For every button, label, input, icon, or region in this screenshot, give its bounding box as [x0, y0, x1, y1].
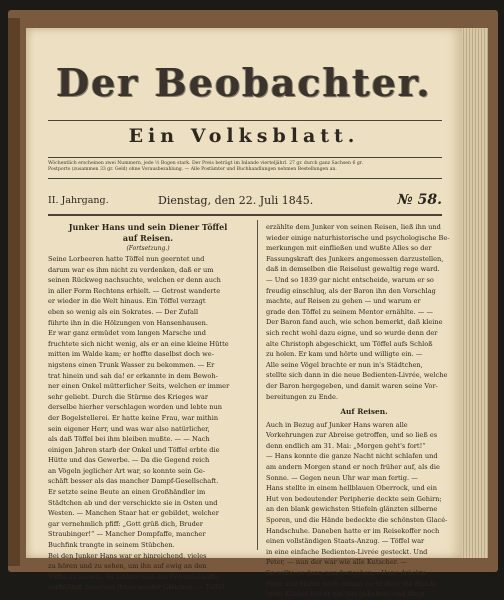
text-line: darum war es ihm nicht zu verdenken, daß er um: [48, 265, 214, 274]
text-line: gar vernehmlich pfiff: „Gott grüß dich, Bruder: [48, 519, 203, 528]
text-line: seinen Rückweg nachsuchte, welchen er denn auch: [48, 276, 221, 285]
text-line: derselbe hierher verschlagen worden und lebte nun: [48, 403, 222, 412]
subscription-notice: [48, 161, 442, 174]
dateline: [48, 192, 442, 210]
column-divider: [257, 220, 258, 550]
text-line: Bei den Junker Hans war er hinreichend, vieles: [48, 551, 207, 560]
text-line: Der Baron fand auch, wie schon bemerkt, daß kleine: [266, 318, 443, 327]
article-title-line: auf Reisen.: [122, 233, 174, 243]
volume-label: II. Jahrgang.: [48, 195, 109, 206]
issue-date: Dienstag, den 22. Juli 1845.: [158, 194, 314, 207]
newspaper-page: [26, 28, 462, 599]
text-line: sein eigener Herr, und was war also natürlicher,: [48, 424, 210, 433]
text-line: eben so wenig als ein Sokrates. — Der Zufall: [48, 307, 199, 316]
text-line: ner einen Onkel mütterlicher Seits, welchen er immer: [48, 382, 230, 391]
text-line: Sporen, und die Hände bedeckte die schönsten Glacé-: [266, 516, 448, 525]
text-line: Töffel zu fesseln. Es bildete sich ein Freundschafts-: [48, 572, 220, 581]
text-line: denn endlich am 31. Mai: „Morgen geht's fort!“: [266, 441, 426, 450]
text-line: Straubinger!“ — Mancher Dompfaffe, mancher: [48, 530, 206, 539]
text-line: Er war ganz ermüdet vom langen Marsche und: [48, 329, 206, 338]
text-line: nigstens einen Trunk Wasser zu bekommen. — Er: [48, 360, 215, 369]
text-line: merkungen mit einfließen und wußte Alles so der: [266, 244, 432, 253]
text-line: Er setzte seine Beute an einen Großhändler im: [48, 488, 206, 497]
text-line: Hans stellte in einem hellblauen Oberrock, und ein: [266, 484, 438, 493]
text-line: Hut von bedeutender Peripherie deckte sein Gehirn;: [266, 494, 442, 503]
text-line: stellte sich dann in die neue Bedienten-Livrée, welche: [266, 371, 448, 380]
text-line: Seine Lorbeeren hatte Töffel nun geerntet und: [48, 255, 205, 263]
text-line: schäft besser als das mancher Dampf-Gesellschaft.: [48, 477, 219, 486]
text-line: Hütte und das Gewerbe. — Da die Gegend reich: [48, 456, 210, 465]
divider: [48, 120, 442, 121]
divider: [48, 157, 442, 158]
text-line: alte Christoph abgeschickt, um Töffel aufs Schloß: [266, 339, 433, 348]
notice-line: Postporto (zusammen 33 gr. Geld) ohne Vorausbezahlung. — Alle Postämter und Buchhandlungen nehmen Bestellungen an.: [48, 167, 337, 173]
text-line: trat hinein und sah da! er erkannte in dem Bewoh-: [48, 371, 218, 380]
text-line: Handschuhe. Daneben hatte er im Reisekoffer noch: [266, 526, 440, 535]
text-line: Auch in Bezug auf Junker Hans waren alle: [266, 420, 408, 429]
text-line: machte, auf Reisen zu gehen — und warum er: [266, 297, 421, 306]
text-line: freudig einschluq, als der Baron ihn den Vorschlag: [266, 286, 436, 295]
text-line: in eine einfache Bedienten-Livrée gesteckt. Und: [266, 547, 428, 556]
text-line: Alle seine Vögel brachte er nun in's Städtchen,: [266, 360, 423, 369]
text-line: Papa und Mama noch einmal recht derb die Hände: [266, 579, 437, 588]
masthead-subtitle: Ein Volksblatt.: [128, 125, 360, 147]
right-column: [266, 222, 462, 600]
text-line: einigen Jahren starb der Onkel und Töffel erbte die: [48, 445, 220, 454]
text-line: zu hören und zu sehen, um ihn auf ewig an den: [48, 562, 207, 571]
text-line: Buchfink trangte in seinem Stübchen.: [48, 541, 175, 550]
issue-number: № 58.: [397, 192, 442, 208]
text-line: Sonne. — Gegen neun Uhr war man fertig. —: [266, 473, 418, 482]
text-line: Westen. — Manchen Staar hat er gebildet, welcher: [48, 509, 219, 518]
text-line: in aller Form Rechtens erhielt. — Getrost wanderte: [48, 286, 221, 295]
text-line: Peter, — nun der war wie alle Kutscher. —: [266, 558, 407, 567]
text-line: wieder einige naturhistorische und psychologische Be-: [266, 233, 450, 242]
text-line: als daß Töffel bei ihm bleiben mußte. — — Nach: [48, 435, 210, 444]
text-line: erzählte dem Junker von seinen Reisen, ließ ihn und: [266, 223, 441, 231]
text-line: verhältniß zwischen ihnen sonder Gleichen. — Töffel: [48, 583, 225, 592]
text-line: Städtchen ab und der verschickte sie in Osten und: [48, 498, 218, 507]
masthead-title: Der Beobachter.: [56, 60, 432, 105]
text-line: sehr geliebt. Durch die Stürme des Krieges war: [48, 392, 208, 401]
divider: [48, 178, 442, 179]
text-line: einen vollständigen Staats-Anzug. — Töffel war: [266, 537, 425, 546]
text-line: an den blank gewichsten Stiefeln glänzten silberne: [266, 505, 438, 514]
text-line: zu holen. Er kam und hörte und willigte ein. —: [266, 350, 423, 359]
text-line: mitten im Walde kam; er hoffte daselbst doch we-: [48, 350, 214, 359]
text-line: bereitungen zu Ende.: [266, 392, 338, 401]
text-line: an Vögeln jeglicher Art war, so konnte sein Ge-: [48, 466, 205, 475]
text-line: fruchtete sich nicht wenig, als er an eine kleine Hütte: [48, 339, 229, 348]
text-line: Fassungskraft des Junkers angemessen darzustellen,: [266, 254, 444, 263]
text-line: grade den Töffel zu seinem Mentor ernählte. — —: [266, 307, 433, 316]
text-line: am andern Morgen stand er noch früher auf, als die: [266, 463, 440, 472]
left-column: [48, 222, 248, 593]
text-line: er wieder in die Welt hinaus. Ein Töffel verzagt: [48, 297, 206, 306]
text-line: daß in demselben die Reiselust gewaltig rege ward.: [266, 265, 440, 274]
text-line: der Bogelstellerei. Er hatte keine Frau, war mithin: [48, 413, 219, 422]
divider: [48, 214, 442, 216]
book-spine: [8, 18, 20, 566]
book-binding: [8, 10, 498, 599]
article-title-line: Junker Hans und sein Diener Töffel: [68, 222, 228, 232]
text-line: der Baron hergegeben, und damit waren seine Vor-: [266, 381, 438, 390]
article-title: [48, 222, 248, 244]
text-line: sich recht wohl dazu eigne, und so wurde denn der: [266, 328, 438, 337]
text-line: führte ihn in die Hölzungen von Hansenhausen.: [48, 318, 209, 327]
text-line: — Und so 1839 gar nicht entscheide, warum er so: [266, 275, 434, 284]
section-heading: Auf Reisen.: [340, 407, 388, 417]
notice-line: Wöchentlich erscheinen zwei Nummern, jede ½ Bogen stark. Der Preis beträgt im Inlande vierteljährl. 27 gr. durch ganz Sachsen 6 gr.: [48, 161, 363, 166]
text-line: So sollte es denn nun fortgehen.—Hans drückte: [266, 569, 427, 577]
continued-note: (Fortsetzung.): [126, 245, 170, 252]
page-edges: [458, 28, 488, 558]
text-line: Vorkehrungen zur Abreise getroffen, und so ließ es: [266, 431, 438, 440]
text-line: — Hans konnte die ganze Nacht nicht schlafen und: [266, 452, 438, 461]
text-line: (vom Küssen hat er nie viel gehalten) und fliegt: [266, 590, 425, 599]
